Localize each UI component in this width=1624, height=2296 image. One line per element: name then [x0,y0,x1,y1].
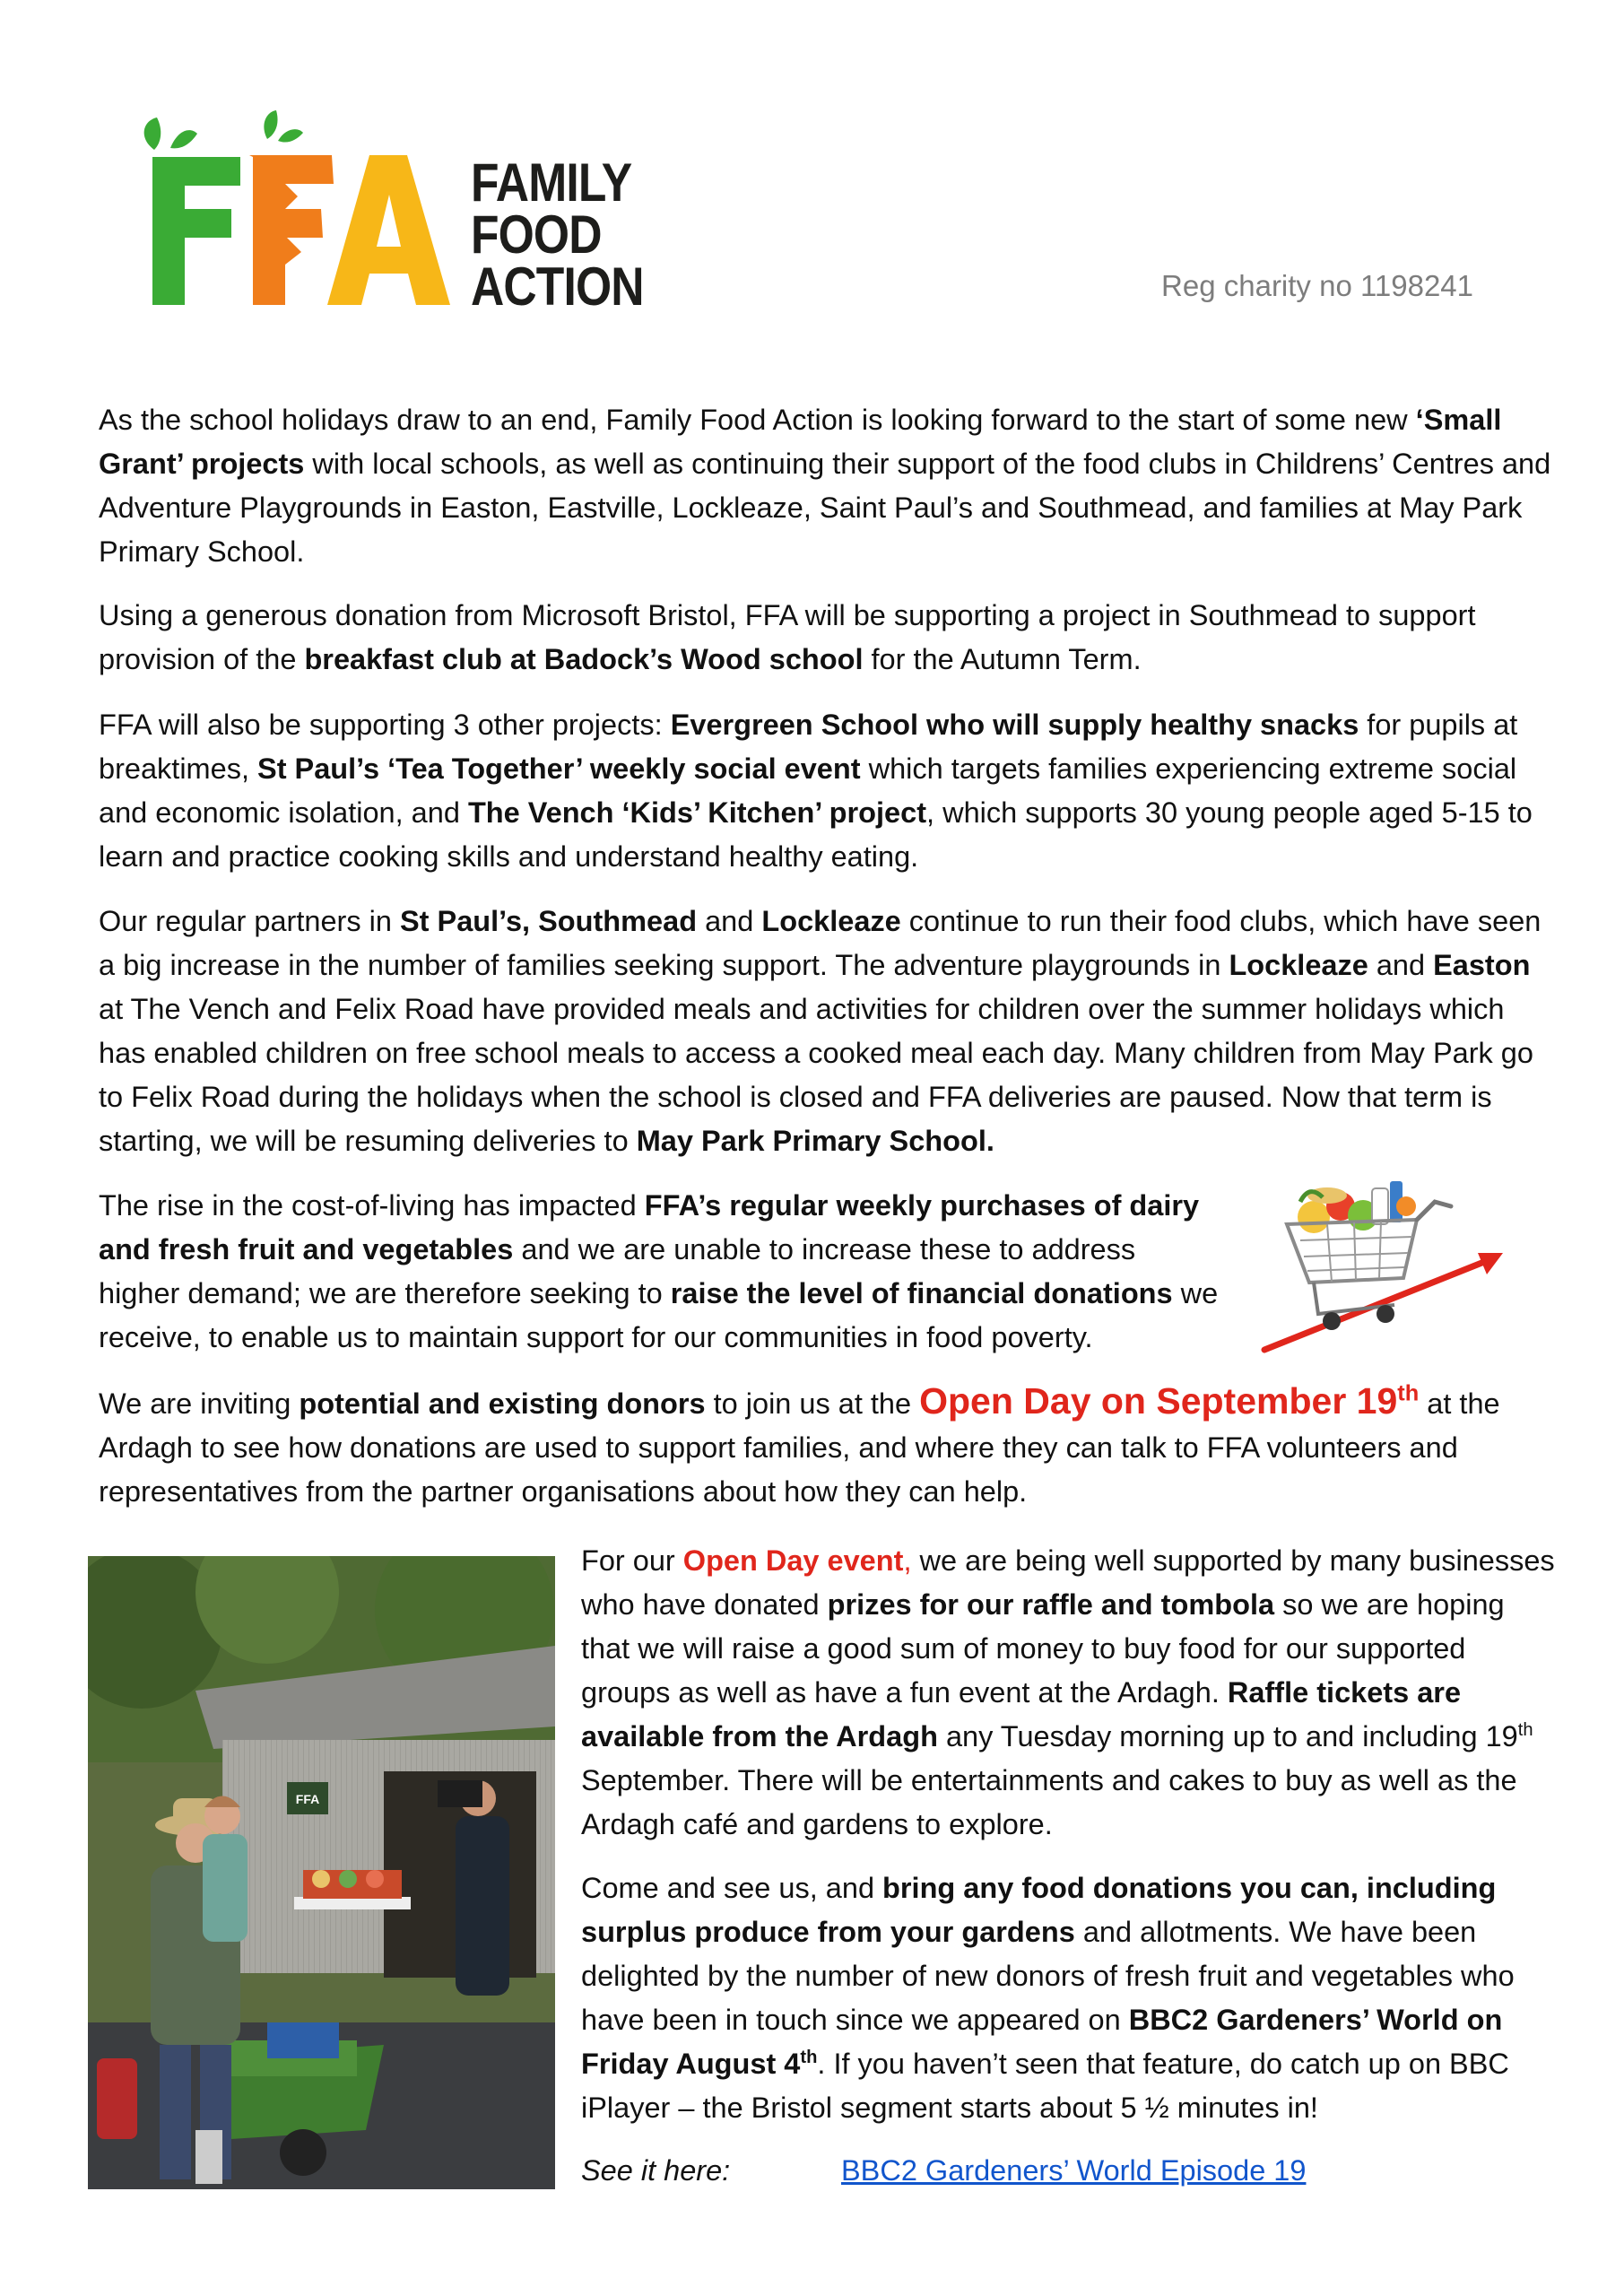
bold-text: May Park Primary School. [636,1125,994,1157]
ffa-logo-mark [135,103,457,318]
bold-text: Easton [1433,949,1531,981]
bold-text: prizes for our raffle and tombola [827,1588,1275,1621]
logo-letter-f-orange [249,155,334,305]
text: we receive, to enable us to maintain support for our communities in food poverty. [99,1277,1219,1353]
logo-word-family: FAMILY [471,152,632,213]
paragraph-cost-of-living [99,1184,1220,1360]
leaf-icon [170,130,197,148]
text: , which supports 30 young people aged 5-15 to learn and practice cooking skills and understand healthy eating. [99,796,1533,873]
bold-text: FFA’s regular weekly purchases of dairy and fresh fruit and vegetables [99,1189,1200,1265]
leaf-icon [144,117,161,150]
logo-letter-f-green [152,157,240,305]
bold-text: St Paul’s ‘Tea Together’ weekly social event [257,752,861,785]
paragraph-small-grants [99,398,1551,574]
text: continue to run their food clubs, which have seen a big increase in the number of families seeking support. The adventure playgrounds in [99,905,1541,981]
text: we are being well supported by many businesses who have donated [581,1544,1555,1621]
text: and [697,905,762,937]
text: at the Ardagh to see how donations are used to support families, and where they can talk to FFA volunteers and representatives from the partner organisations about how they can help. [99,1387,1500,1508]
text: As the school holidays draw to an end, Family Food Action is looking forward to the start of some new [99,404,1416,436]
text: Using a generous donation from Microsoft Bristol, FFA will be supporting a project in Southmead to support provision of the [99,599,1476,675]
logo-word-action: ACTION [471,257,644,317]
text: for pupils at breaktimes, [99,709,1518,785]
bold-text: The Vench ‘Kids’ Kitchen’ project [467,796,927,829]
superscript: th [1397,1380,1420,1406]
bold-text: Lockleaze [1229,949,1368,981]
ffa-logo [135,103,644,318]
bold-text: ‘Small Grant’ projects [99,404,1502,480]
paragraph-other-projects [99,703,1551,879]
red-text: , [903,1544,912,1577]
text: and allotments. We have been delighted by the number of new donors of fresh fruit and vegetables who have been in touch since we appeared on [581,1916,1515,2036]
bold-text: Lockleaze [761,905,901,937]
paragraph-open-day-event [581,1539,1559,1847]
paragraph-open-day-invite [99,1379,1551,1514]
logo-word-food: FOOD [471,204,602,265]
bbc2-gardeners-world-link[interactable]: BBC2 Gardeners’ World Episode 19 [841,2154,1307,2187]
logo-wordmark [471,152,644,317]
text: September. There will be entertainments and cakes to buy as well as the Ardagh café and gardens to explore. [581,1764,1517,1840]
text: so we are hoping that we will raise a good sum of money to buy food for our supported groups as well as have a fun event at the Ardagh. [581,1588,1505,1709]
text: . If you haven’t seen that feature, do catch up on BBC iPlayer – the Bristol segment starts about 5 ½ minutes in! [581,2048,1509,2124]
text: with local schools, as well as continuing their support of the food clubs in Childrens’ Centres and Adventure Playgrounds in Easton, Eastville, Lockleaze, Saint Paul’s and Southmead, and families at May Park Primary School. [99,448,1551,568]
superscript: th [1517,1720,1533,1741]
bold-text: St Paul’s, Southmead [399,905,698,937]
bold-text: raise the level of financial donations [670,1277,1173,1309]
bold-text-part: BBC2 Gardeners’ World on Friday August 4 [581,2004,1503,2080]
paragraph-food-donations [581,1866,1559,2130]
reg-charity-number: Reg charity no 1198241 [1161,269,1473,302]
text: For our [581,1544,683,1577]
text: We are inviting [99,1387,300,1420]
see-it-here-label: See it here: [581,2154,731,2187]
open-day-date-text [919,1380,1419,1422]
paragraph-regular-partners [99,900,1551,1163]
volunteers-photo [88,1556,555,2189]
text: FFA will also be supporting 3 other projects: [99,709,671,741]
text: Our regular partners in [99,905,400,937]
bold-text: breakfast club at Badock’s Wood school [304,643,864,675]
red-text: Open Day event [682,1544,904,1577]
text: for the Autumn Term. [863,643,1142,675]
bold-text: Evergreen School who will supply healthy snacks [670,709,1359,741]
text: Come and see us, and [581,1872,883,1904]
logo-letter-a-yellow [327,155,450,305]
leaf-icon [264,110,277,139]
bold-text: Raffle tickets are available from the Ardagh [581,1676,1462,1752]
bold-text: bring any food donations you can, including surplus produce from your gardens [581,1872,1497,1948]
superscript: th [800,2048,818,2068]
text: to join us at the [705,1387,920,1420]
shopping-cart-rising-arrow-illustration [1246,1170,1515,1363]
text: any Tuesday morning up to and including 19 [937,1720,1518,1752]
text: at The Vench and Felix Road have provided meals and activities for children over the summer holidays which has enabled children on free school meals to access a cooked meal each day. Many children from May Park go to Felix Road during the holidays when the school is closed and FFA deliveries are paused. Now that term is starting, we will be resuming deliveries to [99,993,1533,1157]
text: and [1368,949,1434,981]
bold-text: potential and existing donors [299,1387,706,1420]
text: which targets families experiencing extreme social and economic isolation, and [99,752,1517,829]
red-text: Open Day on September 19 [919,1380,1398,1422]
paragraph-microsoft-donation [99,594,1551,682]
leaf-icon [278,129,303,142]
text: The rise in the cost-of-living has impacted [99,1189,645,1222]
photo-sign-text: FFA [295,1792,320,1806]
text: and we are unable to increase these to address higher demand; we are therefore seeking to [99,1233,1136,1309]
